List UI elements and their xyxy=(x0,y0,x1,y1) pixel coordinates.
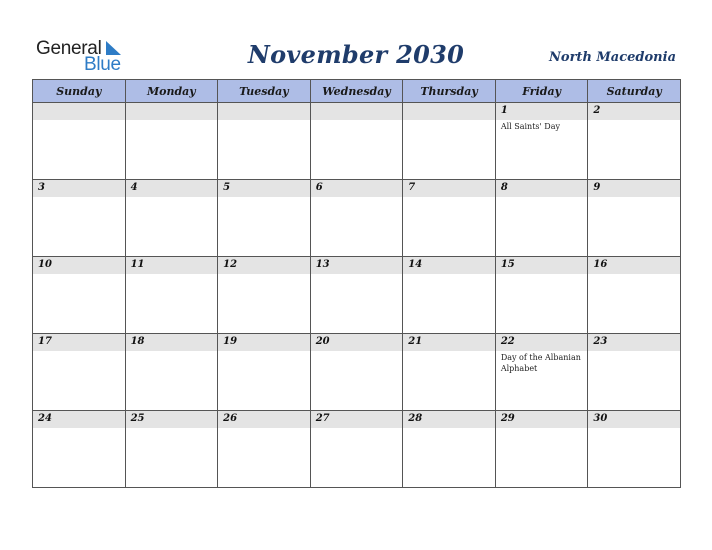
week-row xyxy=(33,411,681,488)
day-cell xyxy=(310,334,403,411)
day-cell xyxy=(495,334,588,411)
day-number-bar xyxy=(311,411,403,428)
weekday-header: Saturday xyxy=(588,80,681,103)
day-number: 3 xyxy=(38,182,45,193)
day-number-bar xyxy=(403,180,495,197)
day-number-bar xyxy=(218,180,310,197)
day-number: 4 xyxy=(130,182,138,193)
day-number: 14 xyxy=(408,259,423,270)
weekday-header: Tuesday xyxy=(218,80,311,103)
day-cell xyxy=(588,257,681,334)
weekday-header: Friday xyxy=(495,80,588,103)
day-cell xyxy=(33,103,126,180)
day-number-bar xyxy=(218,411,310,428)
day-cell xyxy=(495,103,588,180)
day-cell xyxy=(218,411,311,488)
day-number: 24 xyxy=(38,413,52,424)
day-cell xyxy=(403,411,496,488)
day-number-bar xyxy=(126,334,218,351)
day-number-bar xyxy=(588,257,680,274)
day-number: 20 xyxy=(315,336,330,347)
day-cell xyxy=(218,180,311,257)
day-number-bar xyxy=(496,411,588,428)
week-row xyxy=(33,180,681,257)
day-cell xyxy=(588,103,681,180)
day-cell xyxy=(588,334,681,411)
day-cell xyxy=(495,180,588,257)
day-cell xyxy=(125,103,218,180)
day-cell xyxy=(310,103,403,180)
day-number-bar xyxy=(403,334,495,351)
day-number: 7 xyxy=(408,182,416,193)
day-cell xyxy=(125,257,218,334)
day-number: 2 xyxy=(593,105,601,116)
day-cell xyxy=(588,180,681,257)
day-number: 28 xyxy=(408,413,423,424)
calendar-grid xyxy=(32,79,681,488)
day-number-bar xyxy=(403,411,495,428)
weekday-header: Monday xyxy=(125,80,218,103)
day-number: 9 xyxy=(593,182,601,193)
day-number: 22 xyxy=(500,336,515,347)
day-number: 21 xyxy=(408,336,423,347)
day-number: 19 xyxy=(223,336,238,347)
day-cell xyxy=(403,257,496,334)
day-cell xyxy=(310,180,403,257)
week-row xyxy=(33,103,681,180)
day-cell xyxy=(125,180,218,257)
day-number-bar xyxy=(403,257,495,274)
day-number: 29 xyxy=(500,413,515,424)
day-number-bar xyxy=(311,334,403,351)
day-cell xyxy=(310,257,403,334)
day-number: 27 xyxy=(315,413,330,424)
day-number: 25 xyxy=(130,413,145,424)
day-number: 5 xyxy=(223,182,231,193)
day-number-bar xyxy=(403,103,495,120)
day-number-bar xyxy=(311,180,403,197)
weekday-header: Sunday xyxy=(33,80,126,103)
day-number-bar xyxy=(126,180,218,197)
day-number-bar xyxy=(588,103,680,120)
day-cell xyxy=(310,411,403,488)
day-cell xyxy=(403,334,496,411)
day-cell xyxy=(125,334,218,411)
day-cell xyxy=(33,334,126,411)
day-cell xyxy=(125,411,218,488)
day-cell xyxy=(588,411,681,488)
holiday-label: Day of the Albanian Alphabet xyxy=(500,353,581,373)
day-number: 10 xyxy=(38,259,52,270)
day-cell xyxy=(403,103,496,180)
day-number: 23 xyxy=(593,336,608,347)
day-number-bar xyxy=(218,334,310,351)
day-cell xyxy=(403,180,496,257)
day-number: 18 xyxy=(130,336,145,347)
day-number-bar xyxy=(33,180,125,197)
logo-text-blue: Blue xyxy=(84,54,121,75)
day-number-bar xyxy=(588,411,680,428)
day-cell xyxy=(495,411,588,488)
logo-text-general: General xyxy=(36,38,102,59)
day-number-bar xyxy=(126,257,218,274)
day-number-bar xyxy=(496,103,588,120)
day-number-bar xyxy=(496,180,588,197)
day-cell xyxy=(33,257,126,334)
day-number: 8 xyxy=(500,182,508,193)
day-number-bar xyxy=(33,411,125,428)
day-number-bar xyxy=(126,103,218,120)
day-cell xyxy=(218,103,311,180)
day-number-bar xyxy=(496,257,588,274)
day-number: 30 xyxy=(593,413,608,424)
day-number: 13 xyxy=(315,259,330,270)
day-number: 12 xyxy=(223,259,238,270)
weekday-header: Wednesday xyxy=(310,80,403,103)
holiday-label: All Saints' Day xyxy=(500,122,560,131)
country-label: North Macedonia xyxy=(549,50,676,65)
weekday-header: Thursday xyxy=(403,80,496,103)
day-number: 15 xyxy=(500,259,515,270)
day-cell xyxy=(495,257,588,334)
day-number: 11 xyxy=(130,259,145,270)
day-number-bar xyxy=(588,180,680,197)
day-cell xyxy=(218,257,311,334)
week-row xyxy=(33,257,681,334)
day-cell xyxy=(33,411,126,488)
day-number: 26 xyxy=(223,413,238,424)
day-number: 17 xyxy=(38,336,52,347)
day-number-bar xyxy=(218,257,310,274)
day-number-bar xyxy=(33,334,125,351)
day-number-bar xyxy=(311,257,403,274)
day-cell xyxy=(218,334,311,411)
day-cell xyxy=(33,180,126,257)
day-number-bar xyxy=(218,103,310,120)
page-title: November 2030 xyxy=(247,40,465,69)
day-number-bar xyxy=(588,334,680,351)
day-number-bar xyxy=(33,257,125,274)
day-number-bar xyxy=(33,103,125,120)
day-number-bar xyxy=(126,411,218,428)
weekday-header-row xyxy=(33,80,681,103)
day-number: 1 xyxy=(500,105,508,116)
day-number: 16 xyxy=(593,259,608,270)
day-number: 6 xyxy=(315,182,323,193)
week-row xyxy=(33,334,681,411)
day-number-bar xyxy=(311,103,403,120)
day-number-bar xyxy=(496,334,588,351)
